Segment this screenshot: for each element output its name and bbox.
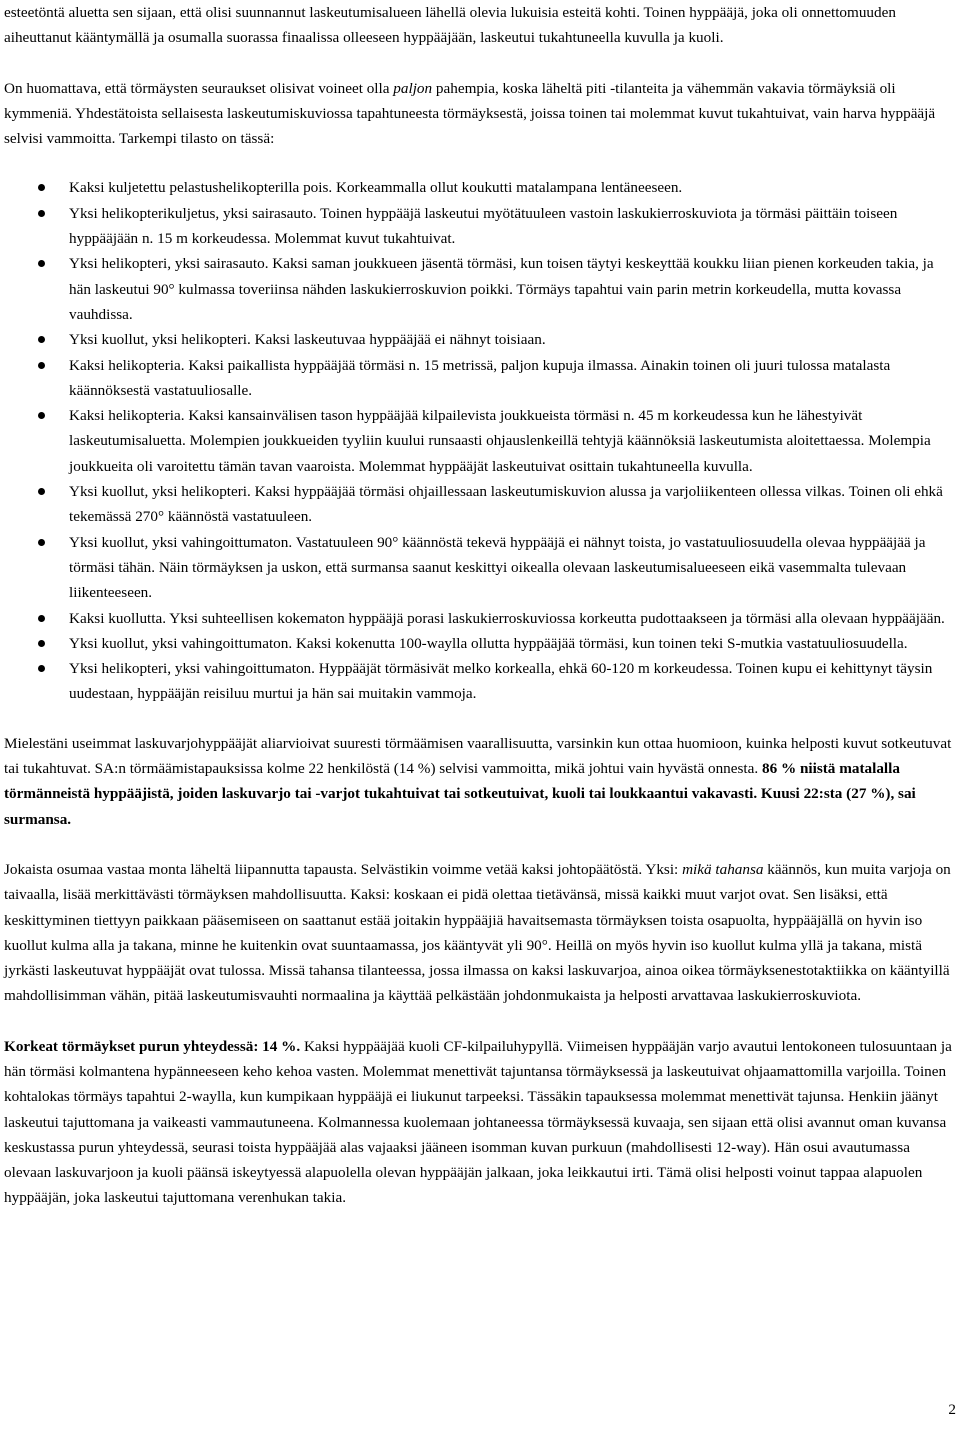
bullet-icon	[38, 184, 45, 191]
list-item-text: Yksi helikopteri, yksi vahingoittumaton. Hyppääjät törmäsivät melko korkealla, ehkä 60-120 m korkeudessa. Toinen kupu ei kehittynyt täysin uudestaan, hyppääjän reisiluu murtui ja hän sai muitakin vammoja.	[69, 660, 933, 703]
list-item	[4, 631, 956, 656]
bullet-icon	[38, 362, 45, 369]
high-collisions-paragraph	[4, 1034, 956, 1211]
list-item	[4, 251, 956, 327]
document-page	[4, 0, 956, 1211]
page-number: 2	[948, 1401, 956, 1418]
bullet-icon	[38, 640, 45, 647]
bullet-icon	[38, 665, 45, 672]
collision-statistics-list	[4, 175, 956, 706]
conclusions-paragraph	[4, 857, 956, 1009]
high-collisions-heading: Korkeat törmäykset purun yhteydessä: 14 %.	[4, 1037, 301, 1055]
list-item	[4, 606, 956, 631]
list-item-text: Yksi helikopteri, yksi sairasauto. Kaksi saman joukkueen jäsentä törmäsi, kun toisen täytyi keskeyttää koukku liian pienen korkeuden takia, ja hän laskeutui 90° kulmassa toveriinsa nähden laskukierroskuvion poikki. Törmäys tapahtui vain parin metrin korkeudella, mutta kovassa vauhdissa.	[69, 255, 934, 323]
list-item-text: Kaksi kuljetettu pelastushelikopterilla pois. Korkeammalla ollut koukutti matalampana lentäneeseen.	[69, 179, 683, 197]
bullet-icon	[38, 260, 45, 267]
bullet-icon	[38, 210, 45, 217]
conclusions-text-start: Jokaista osumaa vastaa monta läheltä liipannutta tapausta. Selvästikin voimme vetää kaksi johtopäätöstä. Yksi:	[4, 860, 683, 878]
list-item	[4, 479, 956, 530]
list-item-text: Yksi kuollut, yksi vahingoittumaton. Kaksi kokenutta 100-waylla ollutta hyppääjää törmäsi, kun toinen teki S-mutkia vastatuuliosuudella.	[69, 634, 908, 652]
intro-paragraph: esteetöntä aluetta sen sijaan, että olisi suunnannut laskeutumisalueen lähellä olevia lukuisia esteitä kohti. Toinen hyppääjä, joka oli onnettomuuden aiheuttanut kääntymällä ja osumalla suorassa finaalissa olleeseen hyppääjään, laskeutui tukahtuneella kuvulla ja kuoli.	[4, 4, 896, 47]
conclusions-text-end: käännös, kun muita varjoja on taivaalla, lisää merkittävästi törmäyksen mahdollisuutta. Kaksi: koskaan ei pidä olettaa tietävänsä, missä kaikki muut varjot ovat. Sen lisäksi, että keskittyminen tiettyyn paikkaan pääsemiseen on saattanut estää joitakin hyppääjiä havaitsemasta törmäyksen toista osapuolta, hyppääjällä on hyvin iso kuollut kulma alla ja takana, minne he kuitenkin ovat suuntaamassa, jos kääntyvät yli 90°. Heillä on myös hyvin iso kuollut kulma yllä ja takana, mistä jyrkästi laskeutuvat hyppääjät ovat tulossa. Missä tahansa tilanteessa, jossa ilmassa on kaksi laskuvarjoa, ainoa oikea törmäyksenestotaktiikka on kääntyillä mahdollisimman vähän, pitää laskeutumisvauhti normaalina ja käyttää pelkästään johdonmukaista ja helposti arvattavaa laskukierroskuviota.	[4, 860, 951, 1005]
bullet-icon	[38, 336, 45, 343]
list-item-text: Kaksi helikopteria. Kaksi paikallista hyppääjää törmäsi n. 15 metrissä, paljon kupuja ilmassa. Ainakin toinen oli juuri tulossa matalasta käännöksestä vastatuuliosalle.	[69, 356, 891, 399]
list-item	[4, 327, 956, 352]
stats-text-start: On huomattava, että törmäysten seuraukset olisivat voineet olla	[4, 79, 394, 97]
list-item-text: Yksi helikopterikuljetus, yksi sairasauto. Toinen hyppääjä laskeutui myötätuuleen vastoin laskukierroskuviota ja törmäsi päittäin toiseen hyppääjään n. 15 m korkeudessa. Molemmat kuvut tukahtuivat.	[69, 204, 898, 248]
list-item-text: Yksi kuollut, yksi helikopteri. Kaksi hyppääjää törmäsi ohjaillessaan laskeutumiskuvion alussa ja varjoliikenteen ollessa vilkas. Toinen oli ehkä tekemässä 270° käännöstä vastatuuleen.	[69, 483, 943, 526]
list-item	[4, 201, 956, 252]
bullet-icon	[38, 539, 45, 546]
opinion-paragraph	[4, 731, 956, 832]
list-item-text: Yksi kuollut, yksi vahingoittumaton. Vastatuuleen 90° käännöstä tekevä hyppääjä ei nähnyt toista, jo vastatuuliosuudella olevaa hyppääjää ja törmäsi tähän. Näin törmäyksen ja uskon, että surmansa saanut keskittyi oikealla olevaan laskeutumisalueeseen eikä vasemmalta tulevaan liikenteeseen.	[69, 533, 926, 602]
list-item	[4, 403, 956, 479]
stats-emphasis: paljon	[393, 79, 433, 97]
list-item-text: Yksi kuollut, yksi helikopteri. Kaksi laskeutuvaa hyppääjää ei nähnyt toisiaan.	[69, 331, 546, 349]
bullet-icon	[38, 412, 45, 419]
list-item	[4, 175, 956, 200]
opinion-bold-statement: 86 % niistä matalalla törmänneistä hyppääjistä, joiden laskuvarjo tai -varjot tukahtuivat tai sotkeutuivat, kuoli tai loukkaantui vakavasti. Kuusi 22:sta (27 %), sai surmansa.	[4, 760, 916, 828]
list-item-text: Kaksi helikopteria. Kaksi kansainvälisen tason hyppääjää kilpailevista joukkueista törmäsi n. 45 m korkeudessa kun he lähestyivät laskeutumisaluetta. Molempien joukkueiden tyyliin kuului runsaasti ohjauslenkeillä tehtyjä käännöksiä laskeutumista aloitettaessa. Molempia joukkueita oli varoitettu tämän tavan vaaroista. Molemmat hyppääjät laskeutuivat osittain tukahtuneella kuvulla.	[69, 407, 931, 475]
bullet-icon	[38, 615, 45, 622]
conclusions-emphasis: mikä tahansa	[682, 860, 764, 878]
opinion-text: Mielestäni useimmat laskuvarjohyppääjät aliarvioivat suuresti törmäämisen vaarallisuutta, varsinkin kun ottaa huomioon, kuinka helposti kuvut sotkeutuvat tai tukahtuvat. SA:n törmäämistapauksissa kolme 22 henkilöstä (14 %) selvisi vammoitta, mikä johtui vain hyvästä onnesta.	[4, 734, 952, 778]
list-item	[4, 656, 956, 707]
stats-text-end: pahempia, koska läheltä piti -tilanteita ja vähemmän vakavia törmäyksiä oli kymmeniä. Yhdestätoista sellaisesta laskeutumiskuviossa tapahtuneesta törmäyksestä, joissa toinen tai molemmat kuvut tukahtuivat, vain harva hyppääjä selvisi vammoitta. Tarkempi tilasto on tässä:	[4, 79, 936, 148]
high-collisions-text: Kaksi hyppääjää kuoli CF-kilpailuhypyllä. Viimeisen hyppääjän varjo avautui lentokoneen tulosuuntaan ja hän törmäsi kolmantena hypänneeseen keho kehoa vasten. Molemmat menettivät tajuntansa törmäyksessä ja laskeutuivat ohjaamattomilla varjoilla. Toinen kohtalokas törmäys tapahtui 2-waylla, kun kumpikaan hyppääjä ei liukunut tarpeeksi. Tässäkin tapauksessa molemmat menettivät tajunsa. Henkiin jäänyt laskeutui tajuttomana ja vaikeasti vammautuneena. Kolmannessa kuolemaan johtaneessa törmäyksessä kuvaaja, sen sijaan että olisi avannut oman kuvansa keskustassa purun yhteydessä, seurasi toista hyppääjää alas vajaaksi jääneen isomman kuvan purkuun (mahdollisesti 12-way). Hän osui avautumassa olevaan laskuvarjoon ja kuoli päänsä iskeytyessä alapuolella olevan hyppääjän jalkaan, joka leikkautui irti. Tämä olisi helposti voinut tappaa alapuolen hyppääjän, joka laskeutui tajuttomana verenhukan takia.	[4, 1037, 952, 1207]
stats-paragraph	[4, 76, 956, 152]
list-item-text: Kaksi kuollutta. Yksi suhteellisen kokematon hyppääjä porasi laskukierroskuviossa korkeutta pudottaakseen ja törmäsi alla olevaan hyppääjään.	[69, 609, 945, 627]
list-item	[4, 530, 956, 606]
bullet-icon	[38, 488, 45, 495]
list-item	[4, 353, 956, 404]
